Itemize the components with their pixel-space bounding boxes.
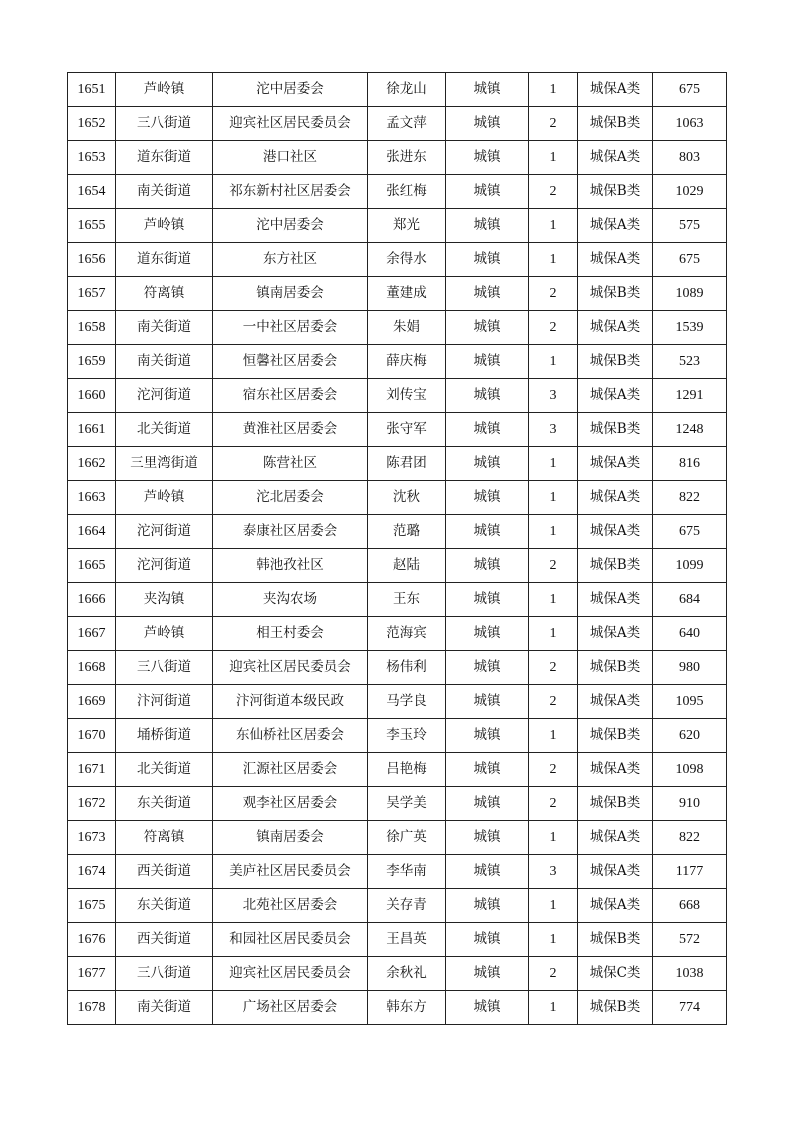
table-row xyxy=(68,957,727,991)
row-number-cell: 1666 xyxy=(68,583,116,617)
amount-cell: 1095 xyxy=(653,685,727,719)
category-cell: 城保A类 xyxy=(578,447,653,481)
amount-cell: 822 xyxy=(653,821,727,855)
amount-cell: 668 xyxy=(653,889,727,923)
area-type-cell: 城镇 xyxy=(446,345,529,379)
row-number-cell: 1654 xyxy=(68,175,116,209)
table-row xyxy=(68,787,727,821)
amount-cell: 1089 xyxy=(653,277,727,311)
area-type-cell: 城镇 xyxy=(446,991,529,1025)
amount-cell: 1063 xyxy=(653,107,727,141)
area-type-cell: 城镇 xyxy=(446,787,529,821)
town-cell: 三八街道 xyxy=(116,957,213,991)
household-size-cell: 2 xyxy=(529,685,578,719)
community-cell: 观李社区居委会 xyxy=(213,787,368,821)
area-type-cell: 城镇 xyxy=(446,549,529,583)
name-cell: 李华南 xyxy=(368,855,446,889)
amount-cell: 675 xyxy=(653,243,727,277)
town-cell: 符离镇 xyxy=(116,821,213,855)
community-cell: 汇源社区居委会 xyxy=(213,753,368,787)
community-cell: 相王村委会 xyxy=(213,617,368,651)
area-type-cell: 城镇 xyxy=(446,175,529,209)
category-cell: 城保A类 xyxy=(578,753,653,787)
name-cell: 赵陆 xyxy=(368,549,446,583)
community-cell: 沱中居委会 xyxy=(213,73,368,107)
town-cell: 三八街道 xyxy=(116,107,213,141)
name-cell: 朱娟 xyxy=(368,311,446,345)
table-row xyxy=(68,821,727,855)
community-cell: 沱北居委会 xyxy=(213,481,368,515)
town-cell: 沱河街道 xyxy=(116,379,213,413)
table-row xyxy=(68,549,727,583)
row-number-cell: 1677 xyxy=(68,957,116,991)
row-number-cell: 1652 xyxy=(68,107,116,141)
name-cell: 张进东 xyxy=(368,141,446,175)
town-cell: 北关街道 xyxy=(116,413,213,447)
amount-cell: 1539 xyxy=(653,311,727,345)
category-cell: 城保A类 xyxy=(578,311,653,345)
amount-cell: 640 xyxy=(653,617,727,651)
community-cell: 泰康社区居委会 xyxy=(213,515,368,549)
name-cell: 余得水 xyxy=(368,243,446,277)
area-type-cell: 城镇 xyxy=(446,719,529,753)
category-cell: 城保B类 xyxy=(578,549,653,583)
table-row xyxy=(68,753,727,787)
town-cell: 符离镇 xyxy=(116,277,213,311)
row-number-cell: 1659 xyxy=(68,345,116,379)
area-type-cell: 城镇 xyxy=(446,243,529,277)
category-cell: 城保B类 xyxy=(578,345,653,379)
household-size-cell: 1 xyxy=(529,991,578,1025)
household-size-cell: 3 xyxy=(529,855,578,889)
row-number-cell: 1656 xyxy=(68,243,116,277)
amount-cell: 675 xyxy=(653,73,727,107)
table-row xyxy=(68,209,727,243)
amount-cell: 910 xyxy=(653,787,727,821)
name-cell: 关存青 xyxy=(368,889,446,923)
row-number-cell: 1678 xyxy=(68,991,116,1025)
row-number-cell: 1676 xyxy=(68,923,116,957)
category-cell: 城保A类 xyxy=(578,73,653,107)
community-cell: 宿东社区居委会 xyxy=(213,379,368,413)
category-cell: 城保A类 xyxy=(578,515,653,549)
household-size-cell: 1 xyxy=(529,243,578,277)
amount-cell: 572 xyxy=(653,923,727,957)
row-number-cell: 1660 xyxy=(68,379,116,413)
table-row xyxy=(68,447,727,481)
row-number-cell: 1667 xyxy=(68,617,116,651)
town-cell: 西关街道 xyxy=(116,855,213,889)
name-cell: 薛庆梅 xyxy=(368,345,446,379)
category-cell: 城保B类 xyxy=(578,107,653,141)
area-type-cell: 城镇 xyxy=(446,515,529,549)
community-cell: 迎宾社区居民委员会 xyxy=(213,957,368,991)
name-cell: 马学良 xyxy=(368,685,446,719)
row-number-cell: 1665 xyxy=(68,549,116,583)
area-type-cell: 城镇 xyxy=(446,685,529,719)
category-cell: 城保A类 xyxy=(578,889,653,923)
amount-cell: 1038 xyxy=(653,957,727,991)
town-cell: 道东街道 xyxy=(116,141,213,175)
household-size-cell: 1 xyxy=(529,141,578,175)
category-cell: 城保B类 xyxy=(578,719,653,753)
town-cell: 南关街道 xyxy=(116,175,213,209)
name-cell: 王东 xyxy=(368,583,446,617)
name-cell: 张守军 xyxy=(368,413,446,447)
row-number-cell: 1663 xyxy=(68,481,116,515)
town-cell: 东关街道 xyxy=(116,889,213,923)
area-type-cell: 城镇 xyxy=(446,209,529,243)
community-cell: 一中社区居委会 xyxy=(213,311,368,345)
household-size-cell: 1 xyxy=(529,447,578,481)
community-cell: 东仙桥社区居委会 xyxy=(213,719,368,753)
name-cell: 徐龙山 xyxy=(368,73,446,107)
town-cell: 沱河街道 xyxy=(116,515,213,549)
town-cell: 南关街道 xyxy=(116,345,213,379)
name-cell: 吕艳梅 xyxy=(368,753,446,787)
table-row xyxy=(68,175,727,209)
row-number-cell: 1673 xyxy=(68,821,116,855)
community-cell: 汴河街道本级民政 xyxy=(213,685,368,719)
category-cell: 城保B类 xyxy=(578,651,653,685)
category-cell: 城保A类 xyxy=(578,209,653,243)
area-type-cell: 城镇 xyxy=(446,753,529,787)
area-type-cell: 城镇 xyxy=(446,311,529,345)
table-row xyxy=(68,141,727,175)
household-size-cell: 1 xyxy=(529,821,578,855)
row-number-cell: 1662 xyxy=(68,447,116,481)
community-cell: 北苑社区居委会 xyxy=(213,889,368,923)
community-cell: 迎宾社区居民委员会 xyxy=(213,107,368,141)
category-cell: 城保A类 xyxy=(578,379,653,413)
table-row xyxy=(68,991,727,1025)
area-type-cell: 城镇 xyxy=(446,889,529,923)
table-row xyxy=(68,73,727,107)
row-number-cell: 1651 xyxy=(68,73,116,107)
category-cell: 城保B类 xyxy=(578,923,653,957)
area-type-cell: 城镇 xyxy=(446,141,529,175)
row-number-cell: 1653 xyxy=(68,141,116,175)
household-size-cell: 1 xyxy=(529,481,578,515)
town-cell: 北关街道 xyxy=(116,753,213,787)
area-type-cell: 城镇 xyxy=(446,855,529,889)
town-cell: 芦岭镇 xyxy=(116,73,213,107)
household-size-cell: 1 xyxy=(529,617,578,651)
name-cell: 余秋礼 xyxy=(368,957,446,991)
table-row xyxy=(68,345,727,379)
community-cell: 美庐社区居民委员会 xyxy=(213,855,368,889)
community-cell: 镇南居委会 xyxy=(213,821,368,855)
table-row xyxy=(68,923,727,957)
household-size-cell: 1 xyxy=(529,719,578,753)
amount-cell: 684 xyxy=(653,583,727,617)
amount-cell: 1291 xyxy=(653,379,727,413)
amount-cell: 1098 xyxy=(653,753,727,787)
area-type-cell: 城镇 xyxy=(446,583,529,617)
community-cell: 祁东新村社区居委会 xyxy=(213,175,368,209)
household-size-cell: 3 xyxy=(529,413,578,447)
town-cell: 夹沟镇 xyxy=(116,583,213,617)
amount-cell: 1099 xyxy=(653,549,727,583)
household-size-cell: 2 xyxy=(529,753,578,787)
community-cell: 镇南居委会 xyxy=(213,277,368,311)
community-cell: 陈营社区 xyxy=(213,447,368,481)
household-size-cell: 2 xyxy=(529,107,578,141)
name-cell: 杨伟利 xyxy=(368,651,446,685)
row-number-cell: 1658 xyxy=(68,311,116,345)
category-cell: 城保A类 xyxy=(578,243,653,277)
amount-cell: 675 xyxy=(653,515,727,549)
name-cell: 郑光 xyxy=(368,209,446,243)
community-cell: 东方社区 xyxy=(213,243,368,277)
name-cell: 孟文萍 xyxy=(368,107,446,141)
household-size-cell: 2 xyxy=(529,651,578,685)
category-cell: 城保B类 xyxy=(578,991,653,1025)
table-row xyxy=(68,379,727,413)
town-cell: 沱河街道 xyxy=(116,549,213,583)
amount-cell: 803 xyxy=(653,141,727,175)
area-type-cell: 城镇 xyxy=(446,651,529,685)
town-cell: 芦岭镇 xyxy=(116,209,213,243)
household-size-cell: 1 xyxy=(529,583,578,617)
table-row xyxy=(68,243,727,277)
name-cell: 范璐 xyxy=(368,515,446,549)
community-cell: 迎宾社区居民委员会 xyxy=(213,651,368,685)
table-row xyxy=(68,481,727,515)
town-cell: 埇桥街道 xyxy=(116,719,213,753)
row-number-cell: 1671 xyxy=(68,753,116,787)
name-cell: 董建成 xyxy=(368,277,446,311)
category-cell: 城保A类 xyxy=(578,821,653,855)
town-cell: 东关街道 xyxy=(116,787,213,821)
category-cell: 城保B类 xyxy=(578,787,653,821)
household-size-cell: 1 xyxy=(529,345,578,379)
community-cell: 韩池孜社区 xyxy=(213,549,368,583)
amount-cell: 1248 xyxy=(653,413,727,447)
community-cell: 黄淮社区居委会 xyxy=(213,413,368,447)
community-cell: 夹沟农场 xyxy=(213,583,368,617)
amount-cell: 523 xyxy=(653,345,727,379)
amount-cell: 575 xyxy=(653,209,727,243)
row-number-cell: 1669 xyxy=(68,685,116,719)
table-row xyxy=(68,719,727,753)
table-row xyxy=(68,515,727,549)
row-number-cell: 1675 xyxy=(68,889,116,923)
category-cell: 城保A类 xyxy=(578,141,653,175)
household-size-cell: 1 xyxy=(529,73,578,107)
household-size-cell: 1 xyxy=(529,209,578,243)
household-size-cell: 2 xyxy=(529,787,578,821)
amount-cell: 1177 xyxy=(653,855,727,889)
row-number-cell: 1661 xyxy=(68,413,116,447)
name-cell: 张红梅 xyxy=(368,175,446,209)
community-cell: 广场社区居委会 xyxy=(213,991,368,1025)
amount-cell: 620 xyxy=(653,719,727,753)
area-type-cell: 城镇 xyxy=(446,923,529,957)
row-number-cell: 1670 xyxy=(68,719,116,753)
table-row xyxy=(68,685,727,719)
category-cell: 城保B类 xyxy=(578,413,653,447)
household-size-cell: 2 xyxy=(529,957,578,991)
category-cell: 城保B类 xyxy=(578,277,653,311)
table-row xyxy=(68,107,727,141)
household-size-cell: 2 xyxy=(529,549,578,583)
row-number-cell: 1655 xyxy=(68,209,116,243)
row-number-cell: 1674 xyxy=(68,855,116,889)
amount-cell: 980 xyxy=(653,651,727,685)
table-row xyxy=(68,651,727,685)
table-row xyxy=(68,617,727,651)
category-cell: 城保A类 xyxy=(578,617,653,651)
name-cell: 陈君团 xyxy=(368,447,446,481)
household-size-cell: 3 xyxy=(529,379,578,413)
area-type-cell: 城镇 xyxy=(446,73,529,107)
town-cell: 南关街道 xyxy=(116,311,213,345)
category-cell: 城保A类 xyxy=(578,583,653,617)
community-cell: 和园社区居民委员会 xyxy=(213,923,368,957)
table-row xyxy=(68,855,727,889)
town-cell: 芦岭镇 xyxy=(116,481,213,515)
category-cell: 城保A类 xyxy=(578,685,653,719)
table-row xyxy=(68,277,727,311)
category-cell: 城保C类 xyxy=(578,957,653,991)
area-type-cell: 城镇 xyxy=(446,617,529,651)
record-table xyxy=(67,72,727,1025)
row-number-cell: 1668 xyxy=(68,651,116,685)
town-cell: 南关街道 xyxy=(116,991,213,1025)
area-type-cell: 城镇 xyxy=(446,107,529,141)
name-cell: 刘传宝 xyxy=(368,379,446,413)
town-cell: 西关街道 xyxy=(116,923,213,957)
table-row xyxy=(68,413,727,447)
name-cell: 韩东方 xyxy=(368,991,446,1025)
area-type-cell: 城镇 xyxy=(446,821,529,855)
area-type-cell: 城镇 xyxy=(446,481,529,515)
town-cell: 芦岭镇 xyxy=(116,617,213,651)
category-cell: 城保A类 xyxy=(578,481,653,515)
town-cell: 三里湾街道 xyxy=(116,447,213,481)
town-cell: 道东街道 xyxy=(116,243,213,277)
name-cell: 吴学美 xyxy=(368,787,446,821)
household-size-cell: 2 xyxy=(529,311,578,345)
name-cell: 李玉玲 xyxy=(368,719,446,753)
record-body xyxy=(68,73,727,1025)
area-type-cell: 城镇 xyxy=(446,957,529,991)
category-cell: 城保B类 xyxy=(578,175,653,209)
amount-cell: 1029 xyxy=(653,175,727,209)
table-row xyxy=(68,889,727,923)
row-number-cell: 1672 xyxy=(68,787,116,821)
name-cell: 沈秋 xyxy=(368,481,446,515)
amount-cell: 816 xyxy=(653,447,727,481)
town-cell: 汴河街道 xyxy=(116,685,213,719)
area-type-cell: 城镇 xyxy=(446,379,529,413)
household-size-cell: 1 xyxy=(529,923,578,957)
household-size-cell: 1 xyxy=(529,889,578,923)
name-cell: 徐广英 xyxy=(368,821,446,855)
area-type-cell: 城镇 xyxy=(446,277,529,311)
community-cell: 恒馨社区居委会 xyxy=(213,345,368,379)
table-row xyxy=(68,583,727,617)
amount-cell: 774 xyxy=(653,991,727,1025)
community-cell: 沱中居委会 xyxy=(213,209,368,243)
household-size-cell: 2 xyxy=(529,175,578,209)
row-number-cell: 1657 xyxy=(68,277,116,311)
area-type-cell: 城镇 xyxy=(446,447,529,481)
household-size-cell: 1 xyxy=(529,515,578,549)
area-type-cell: 城镇 xyxy=(446,413,529,447)
name-cell: 王昌英 xyxy=(368,923,446,957)
town-cell: 三八街道 xyxy=(116,651,213,685)
table-row xyxy=(68,311,727,345)
amount-cell: 822 xyxy=(653,481,727,515)
household-size-cell: 2 xyxy=(529,277,578,311)
name-cell: 范海宾 xyxy=(368,617,446,651)
row-number-cell: 1664 xyxy=(68,515,116,549)
category-cell: 城保A类 xyxy=(578,855,653,889)
community-cell: 港口社区 xyxy=(213,141,368,175)
